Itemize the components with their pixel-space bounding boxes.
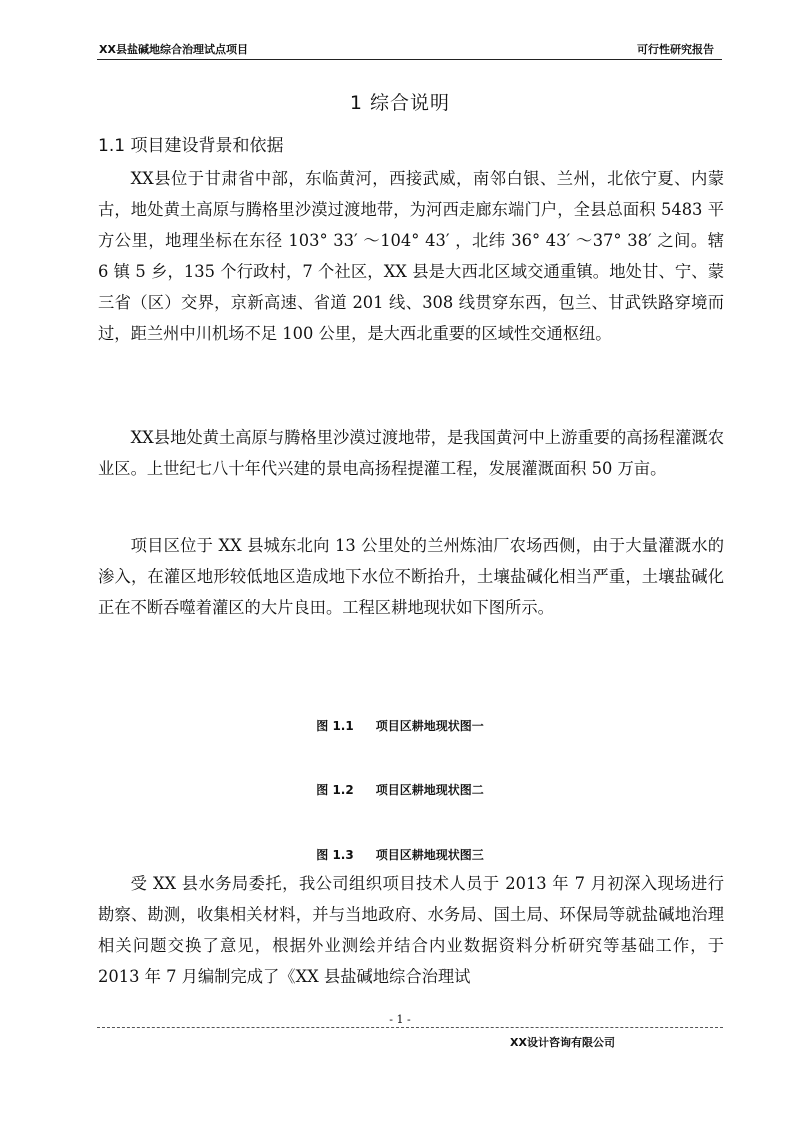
figure-number: 图 1.3 — [316, 848, 354, 862]
chapter-title: 1 综合说明 — [349, 92, 451, 114]
figure-caption-text: 项目区耕地现状图一 — [375, 719, 484, 733]
figure-caption-text: 项目区耕地现状图二 — [375, 783, 484, 797]
paragraph-irrigation: XX县地处黄土高原与腾格里沙漠过渡地带，是我国黄河中上游重要的高扬程灌溉农业区。上世纪七八十年代兴建的景电高扬程提灌工程，发展灌溉面积 50 万亩。 — [98, 428, 724, 478]
header-report-type: 可行性研究报告 — [637, 43, 714, 56]
footer-company: XX设计咨询有限公司 — [510, 1036, 615, 1049]
header-project-title: XX县盐碱地综合治理试点项目 — [99, 43, 248, 56]
paragraph-location: XX县位于甘肃省中部，东临黄河，西接武威，南邻白银、兰州，北依宁夏、内蒙古，地处黄土高原与腾格里沙漠过渡地带，为河西走廊东端门户，全县总面积 5483 平方公里，地理坐标在东径 103° 33′ ～104° 43′ ，北纬 36° 43′ ～37° 38′ 之间。辖 6 镇 5 乡，135 个行政村，7 个社区，XX 县是大西北区域交通重镇。地处甘、宁、蒙三省（区）交界，京新高速、省道 201 线、308 线贯穿东西，包兰、甘武铁路穿境而过，距兰州中川机场不足 100 公里，是大西北重要的区域性交通枢纽。 — [98, 169, 724, 343]
paragraph-project-area: 项目区位于 XX 县城东北向 13 公里处的兰州炼油厂农场西侧，由于大量灌溉水的渗入，在灌区地形较低地区造成地下水位不断抬升，土壤盐碱化相当严重，土壤盐碱化正在不断吞噬着灌区的大片良田。工程区耕地现状如下图所示。 — [98, 536, 724, 617]
page-header — [97, 37, 722, 60]
figure-caption — [0, 846, 800, 863]
page-number: - 1 - — [389, 1013, 411, 1026]
figure-caption-text: 项目区耕地现状图三 — [375, 848, 484, 862]
figure-caption — [0, 781, 800, 798]
section-title: 1.1 项目建设背景和依据 — [98, 136, 284, 156]
figure-number: 图 1.1 — [316, 719, 354, 733]
figure-number: 图 1.2 — [316, 783, 354, 797]
figure-caption — [0, 717, 800, 734]
paragraph-commission: 受 XX 县水务局委托，我公司组织项目技术人员于 2013 年 7 月初深入现场进行勘察、勘测，收集相关材料，并与当地政府、水务局、国土局、环保局等就盐碱地治理相关问题交换了意见，根据外业测绘并结合内业数据资料分析研究等基础工作，于 2013 年 7 月编制完成了《XX 县盐碱地综合治理试 — [98, 874, 724, 986]
footer-divider — [97, 1027, 723, 1028]
